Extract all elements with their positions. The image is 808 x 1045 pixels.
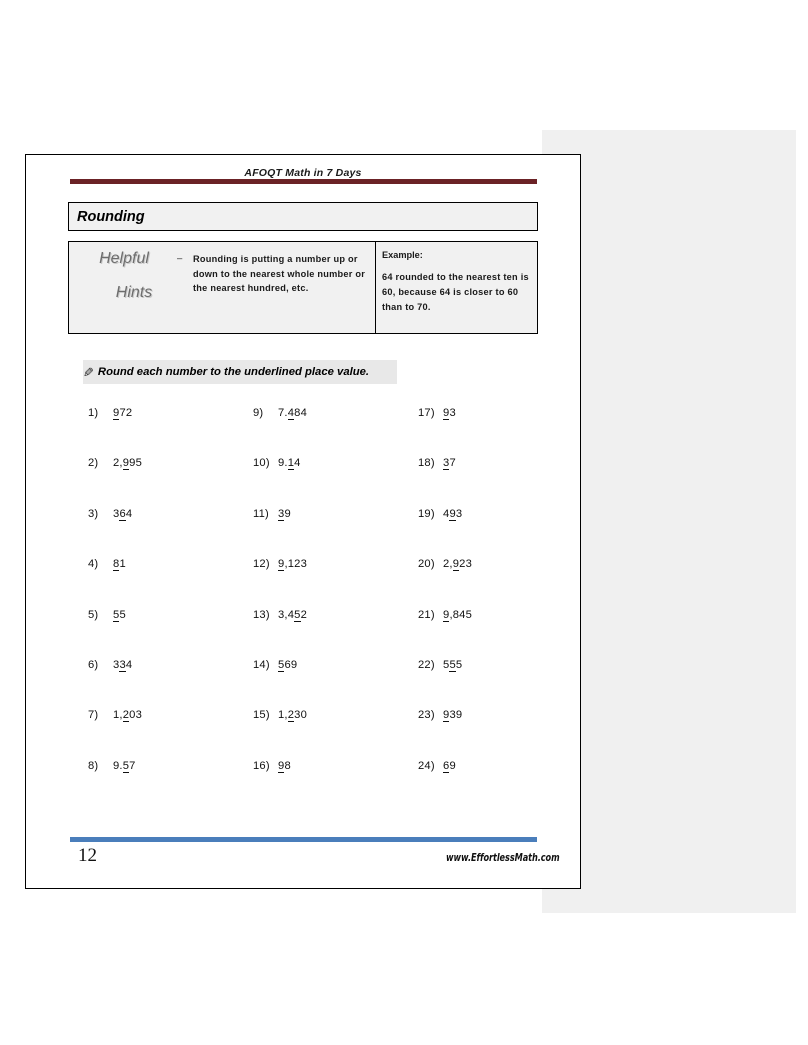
problem-item (418, 609, 568, 659)
underlined-digit: 2 (287, 709, 295, 722)
underlined-digit: 3 (278, 507, 285, 520)
value-suffix: ,845 (449, 608, 473, 621)
problem-list (26, 407, 580, 807)
running-head: AFOQT Math in 7 Days (244, 167, 362, 179)
underlined-digit: 9 (278, 759, 285, 772)
problem-value (438, 407, 456, 419)
example-label: Example: (382, 250, 423, 260)
problem-number: 19) (418, 507, 435, 520)
value-suffix: 4 (125, 658, 133, 671)
problem-item (418, 508, 568, 558)
problem-item (88, 760, 238, 810)
problem-value (273, 457, 301, 469)
header-rule (70, 179, 537, 184)
problem-number: 17) (418, 407, 435, 419)
value-suffix: 23 (459, 558, 473, 571)
problem-number: 5) (88, 608, 99, 621)
value-suffix: 30 (294, 709, 308, 722)
problem-item (88, 659, 238, 709)
problem-number: 4) (88, 558, 99, 571)
underlined-digit: 9 (443, 709, 450, 722)
problem-item (253, 407, 403, 457)
problem-item (88, 457, 238, 507)
problem-value (108, 508, 132, 520)
problem-number: 1) (88, 407, 99, 419)
underlined-digit: 9 (443, 407, 450, 419)
problem-item (88, 508, 238, 558)
problem-value (438, 659, 462, 671)
value-suffix: 7 (449, 457, 456, 470)
value-prefix: 2, (443, 558, 453, 571)
value-suffix: 7 (129, 759, 136, 772)
problem-column-3 (418, 407, 568, 810)
problem-number: 9) (253, 407, 264, 419)
underlined-digit: 5 (449, 658, 456, 671)
footer-rule (70, 837, 537, 842)
value-prefix: 3,4 (278, 608, 295, 621)
value-prefix: 7. (278, 407, 288, 419)
problem-item (253, 659, 403, 709)
problem-value (108, 609, 126, 621)
worksheet-page (25, 154, 581, 889)
hints-example-block (375, 242, 537, 333)
problem-value (108, 659, 132, 671)
value-prefix: 9. (113, 759, 123, 772)
value-suffix: 95 (129, 457, 143, 470)
problem-number: 11) (253, 507, 269, 520)
value-suffix: 9 (449, 759, 456, 772)
directions-bar (83, 360, 397, 384)
underlined-digit: 6 (119, 507, 126, 520)
problem-value (273, 659, 297, 671)
problem-item (88, 407, 238, 457)
hints-bullet-item (177, 242, 373, 333)
page-number: 12 (78, 845, 97, 866)
problem-number: 20) (418, 558, 435, 571)
problem-value (438, 558, 472, 570)
problem-item (88, 609, 238, 659)
problem-item (418, 760, 568, 810)
problem-number: 8) (88, 759, 99, 772)
value-suffix: 8 (284, 759, 291, 772)
helpful-hints-label (69, 242, 177, 333)
problem-number: 18) (418, 457, 435, 470)
problem-number: 10) (253, 457, 270, 470)
value-suffix: 1 (119, 558, 126, 571)
problem-value (108, 760, 136, 772)
value-prefix: 3 (113, 507, 120, 520)
problem-value (273, 558, 307, 570)
bullet-dash-icon: – (177, 253, 183, 264)
problem-item (253, 558, 403, 608)
value-suffix: 4 (125, 507, 133, 520)
value-suffix: 3 (449, 407, 456, 419)
hints-label-line2: Hints (115, 284, 153, 301)
example-text: 64 rounded to the nearest ten is 60, because 64 is closer to 60 than to 70. (382, 272, 529, 312)
value-suffix: 03 (129, 709, 143, 722)
pencil-icon: ✎ (83, 364, 94, 380)
problem-value (108, 407, 132, 419)
problem-number: 7) (88, 709, 99, 722)
underlined-digit: 9 (443, 608, 450, 621)
underlined-digit: 5 (294, 608, 301, 621)
value-suffix: 84 (294, 407, 308, 419)
value-suffix: 5 (119, 608, 126, 621)
problem-number: 14) (253, 658, 270, 671)
problem-value (273, 609, 307, 621)
problem-item (253, 760, 403, 810)
underlined-digit: 9 (113, 407, 120, 419)
problem-number: 24) (418, 759, 435, 772)
section-title-bar (68, 202, 538, 231)
value-suffix: 69 (284, 658, 298, 671)
problem-column-2 (253, 407, 403, 810)
value-prefix: 2, (113, 457, 123, 470)
problem-item (88, 709, 238, 759)
problem-value (438, 508, 462, 520)
problem-value (438, 760, 456, 772)
problem-number: 21) (418, 608, 435, 621)
problem-value (273, 407, 307, 419)
value-prefix: 5 (443, 658, 450, 671)
underlined-digit: 5 (278, 658, 285, 671)
problem-column-1 (88, 407, 238, 810)
value-suffix: 5 (455, 658, 463, 671)
underlined-digit: 2 (122, 709, 130, 722)
problem-item (418, 659, 568, 709)
problem-number: 23) (418, 709, 435, 722)
value-suffix: 39 (449, 709, 463, 722)
underlined-digit: 9 (122, 457, 130, 470)
problem-value (108, 457, 142, 469)
problem-value (438, 457, 456, 469)
helpful-hints-box (68, 241, 538, 334)
problem-number: 2) (88, 457, 99, 470)
value-suffix: 2 (300, 608, 308, 621)
problem-item (418, 407, 568, 457)
problem-value (438, 709, 462, 721)
underlined-digit: 9 (449, 507, 456, 520)
problem-number: 3) (88, 507, 99, 520)
problem-item (418, 457, 568, 507)
underlined-digit: 9 (278, 558, 285, 571)
problem-item (418, 558, 568, 608)
underlined-digit: 8 (113, 558, 120, 571)
underlined-digit: 4 (287, 407, 295, 419)
value-suffix: ,123 (284, 558, 308, 571)
problem-value (108, 709, 142, 721)
value-prefix: 4 (443, 507, 450, 520)
underlined-digit: 5 (113, 608, 120, 621)
problem-number: 16) (253, 759, 270, 772)
underlined-digit: 3 (119, 658, 126, 671)
hints-label-line1: Helpful (99, 250, 149, 267)
underlined-digit: 9 (452, 558, 460, 571)
hints-bullet-text: Rounding is putting a number up or down to the nearest whole number or the nearest hundred, etc. (193, 254, 366, 293)
value-prefix: 1, (113, 709, 123, 722)
problem-value (273, 709, 307, 721)
underlined-digit: 3 (443, 457, 450, 470)
problem-value (273, 508, 291, 520)
value-prefix: 3 (113, 658, 120, 671)
problem-number: 6) (88, 658, 99, 671)
underlined-digit: 1 (287, 457, 295, 470)
underlined-digit: 5 (122, 759, 130, 772)
problem-number: 15) (253, 709, 270, 722)
value-prefix: 9. (278, 457, 288, 470)
problem-item (253, 709, 403, 759)
problem-number: 22) (418, 658, 435, 671)
value-suffix: 9 (284, 507, 291, 520)
problem-item (88, 558, 238, 608)
value-suffix: 4 (294, 457, 301, 470)
value-suffix: 72 (119, 407, 133, 419)
problem-item (253, 609, 403, 659)
value-prefix: 1, (278, 709, 288, 722)
page-title: Rounding (77, 208, 145, 225)
problem-number: 12) (253, 558, 270, 571)
website-url: www.EffortlessMath.com (446, 852, 560, 864)
problem-value (438, 609, 472, 621)
problem-value (273, 760, 291, 772)
problem-item (418, 709, 568, 759)
problem-item (253, 457, 403, 507)
problem-item (253, 508, 403, 558)
underlined-digit: 6 (443, 759, 450, 772)
problem-number: 13) (253, 608, 270, 621)
directions-text: Round each number to the underlined place value. (97, 366, 370, 378)
problem-value (108, 558, 126, 570)
value-suffix: 3 (455, 507, 463, 520)
